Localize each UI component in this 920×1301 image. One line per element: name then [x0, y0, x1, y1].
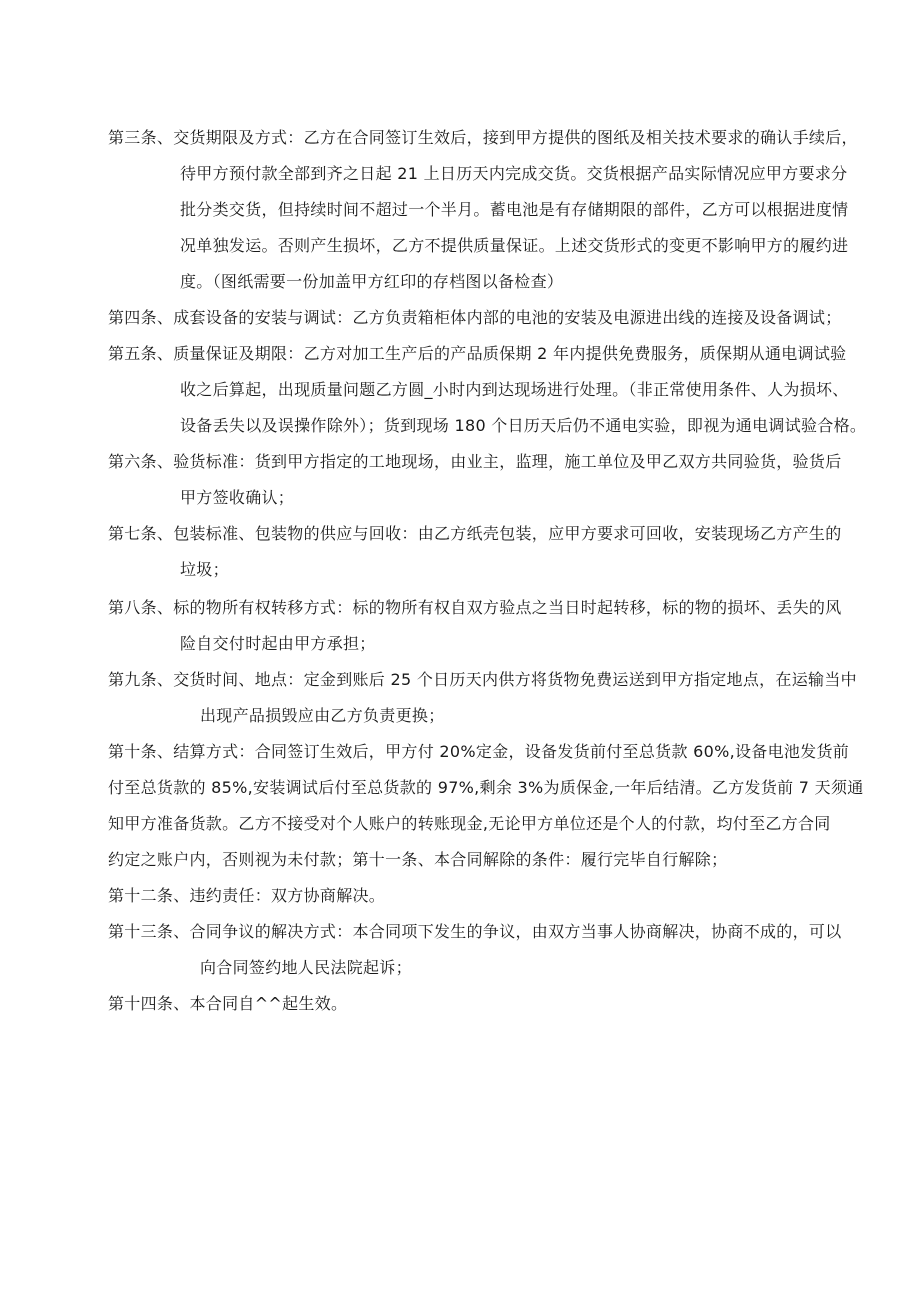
clause-7-line-2: 垃圾；	[180, 560, 229, 579]
clause-8-line-2: 险自交付时起由甲方承担；	[180, 634, 376, 653]
clause-10-line-2: 付至总货款的 85%,安装调试后付至总货款的 97%,剩余 3%为质保金,一年后结清。乙方发货前 7 天须通	[108, 778, 864, 797]
clause-8-line-1: 第八条、标的物所有权转移方式：标的物所有权自双方验点之当日时起转移，标的物的损坏、丢失的风	[108, 598, 842, 617]
clause-10-line-3: 知甲方准备货款。乙方不接受对个人账户的转账现金,无论甲方单位还是个人的付款，均付至乙方合同	[108, 814, 831, 833]
clause-3-line-4: 况单独发运。否则产生损坏，乙方不提供质量保证。上述交货形式的变更不影响甲方的履约进	[180, 236, 849, 255]
clause-9-line-1: 第九条、交货时间、地点：定金到账后 25 个日历天内供方将货物免费运送到甲方指定地点，在运输当中	[108, 670, 857, 689]
clause-14-line-1: 第十四条、本合同自^^起生效。	[108, 994, 348, 1013]
clause-7-line-1: 第七条、包装标准、包装物的供应与回收：由乙方纸壳包装，应甲方要求可回收，安装现场乙方产生的	[108, 524, 842, 543]
clause-6-line-1: 第六条、验货标准：货到甲方指定的工地现场，由业主，监理，施工单位及甲乙双方共同验货，验货后	[108, 452, 842, 471]
clause-3-line-5: 度。（图纸需要一份加盖甲方红印的存档图以备检查）	[180, 272, 564, 291]
clause-5-line-2: 收之后算起，出现质量问题乙方圆_小时内到达现场进行处理。（非正常使用条件、人为损坏、	[180, 380, 849, 399]
clause-5-line-3: 设备丢失以及误操作除外）；货到现场 180 个日历天后仍不通电实验，即视为通电调试验合格。	[180, 416, 867, 435]
clause-13-line-2: 向合同签约地人民法院起诉；	[200, 958, 412, 977]
clause-12-line-1: 第十二条、违约责任：双方协商解决。	[108, 886, 386, 905]
clause-4-line-1: 第四条、成套设备的安装与调试：乙方负责箱柜体内部的电池的安装及电源进出线的连接及设备调试；	[108, 308, 842, 327]
clause-13-line-1: 第十三条、合同争议的解决方式：本合同项下发生的争议，由双方当事人协商解决，协商不成的，可以	[108, 922, 842, 941]
clause-6-line-2: 甲方签收确认；	[180, 488, 295, 507]
clause-3-line-3: 批分类交货，但持续时间不超过一个半月。蓄电池是有存储期限的部件，乙方可以根据进度情	[180, 200, 849, 219]
clause-10-line-1: 第十条、结算方式：合同签订生效后，甲方付 20%定金，设备发货前付至总货款 60%,设备电池发货前	[108, 742, 850, 761]
clause-5-line-1: 第五条、质量保证及期限：乙方对加工生产后的产品质保期 2 年内提供免费服务，质保期从通电调试验	[108, 344, 847, 363]
clause-3-line-1: 第三条、交货期限及方式：乙方在合同签订生效后，接到甲方提供的图纸及相关技术要求的确认手续后，	[108, 128, 858, 147]
clause-10-line-4: 约定之账户内，否则视为未付款；第十一条、本合同解除的条件：履行完毕自行解除；	[108, 850, 728, 869]
clause-3-line-2: 待甲方预付款全部到齐之日起 21 上日历天内完成交货。交货根据产品实际情况应甲方要求分	[180, 164, 848, 183]
clause-9-line-2: 出现产品损毁应由乙方负责更换；	[200, 706, 445, 725]
